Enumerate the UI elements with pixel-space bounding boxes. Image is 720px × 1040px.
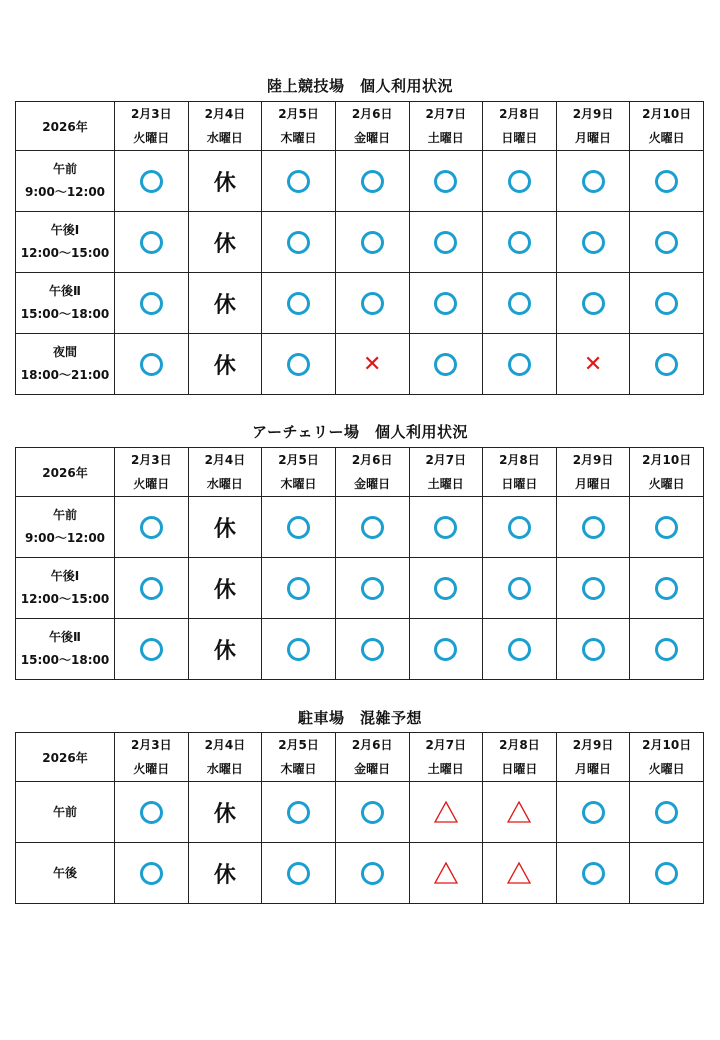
status-cell	[335, 619, 409, 680]
weekday-label: 水曜日	[206, 477, 243, 491]
available-circle-icon	[287, 862, 310, 885]
crowded-triangle-icon	[433, 800, 459, 824]
available-circle-icon	[434, 577, 457, 600]
status-cell	[409, 843, 483, 904]
date-label: 2月5日	[278, 738, 319, 752]
status-cell	[115, 619, 189, 680]
available-circle-icon	[361, 638, 384, 661]
unavailable-cross-icon: ✕	[362, 351, 382, 377]
weekday-label: 水曜日	[206, 762, 243, 776]
status-cell	[483, 558, 557, 619]
date-label: 2月8日	[499, 738, 540, 752]
status-cell	[335, 497, 409, 558]
date-header	[630, 448, 704, 497]
date-header	[188, 102, 262, 151]
time-slot-range: 9:00～12:00	[24, 185, 106, 199]
date-label: 2月9日	[572, 107, 614, 121]
crowded-triangle-icon	[506, 861, 532, 885]
closed-mark: 休	[213, 292, 236, 318]
available-circle-icon	[140, 516, 163, 539]
date-label: 2月7日	[425, 107, 467, 121]
track-field-table	[15, 101, 704, 395]
status-cell	[335, 151, 409, 212]
status-cell	[335, 782, 409, 843]
status-cell	[409, 273, 483, 334]
status-cell	[115, 212, 189, 273]
status-cell	[262, 782, 336, 843]
available-circle-icon	[287, 801, 310, 824]
closed-mark: 休	[213, 516, 236, 542]
available-circle-icon	[655, 638, 678, 661]
date-label: 2月6日	[351, 107, 393, 121]
available-circle-icon	[434, 353, 457, 376]
available-circle-icon	[140, 862, 163, 885]
date-header	[115, 448, 189, 497]
status-cell	[115, 334, 189, 395]
status-cell	[115, 843, 189, 904]
available-circle-icon	[140, 638, 163, 661]
status-cell	[335, 334, 409, 395]
status-cell	[409, 334, 483, 395]
weekday-label: 金曜日	[354, 131, 391, 145]
weekday-label: 月曜日	[575, 131, 612, 145]
date-label: 2月3日	[130, 107, 172, 121]
available-circle-icon	[361, 292, 384, 315]
status-cell	[556, 273, 630, 334]
time-slot-name: 午後	[52, 865, 77, 880]
date-label: 2月10日	[642, 738, 692, 752]
status-cell	[115, 151, 189, 212]
status-cell	[409, 558, 483, 619]
available-circle-icon	[508, 231, 531, 254]
closed-mark: 休	[213, 170, 236, 196]
available-circle-icon	[655, 862, 678, 885]
closed-mark: 休	[213, 353, 236, 379]
status-cell	[630, 619, 704, 680]
status-cell	[115, 497, 189, 558]
available-circle-icon	[508, 638, 531, 661]
available-circle-icon	[287, 231, 310, 254]
available-circle-icon	[582, 862, 605, 885]
date-label: 2月10日	[642, 107, 692, 121]
available-circle-icon	[361, 862, 384, 885]
time-slot-name: 午前	[52, 508, 77, 522]
date-header	[335, 102, 409, 151]
available-circle-icon	[140, 353, 163, 376]
status-cell	[262, 497, 336, 558]
status-cell	[409, 497, 483, 558]
time-slot-label	[16, 497, 115, 558]
available-circle-icon	[140, 801, 163, 824]
unavailable-cross-icon: ✕	[583, 351, 603, 377]
status-cell	[630, 334, 704, 395]
status-cell	[630, 782, 704, 843]
status-cell	[483, 273, 557, 334]
track-field-title: 陸上競技場 個人利用状況	[266, 77, 453, 95]
time-slot-range: 18:00～21:00	[20, 368, 110, 382]
date-label: 2月8日	[499, 107, 540, 121]
date-header	[262, 733, 336, 782]
date-header	[556, 448, 630, 497]
available-circle-icon	[582, 170, 605, 193]
status-cell	[262, 151, 336, 212]
status-cell	[556, 558, 630, 619]
date-header	[188, 448, 262, 497]
table-row	[16, 619, 704, 680]
time-slot-name: 午後Ⅰ	[50, 223, 80, 237]
table-row	[16, 782, 704, 843]
status-cell	[188, 273, 262, 334]
weekday-label: 火曜日	[133, 477, 170, 491]
year-header: 2026年	[16, 448, 115, 497]
time-slot-name: 午後Ⅱ	[49, 284, 81, 298]
available-circle-icon	[508, 170, 531, 193]
available-circle-icon	[434, 292, 457, 315]
date-header	[630, 102, 704, 151]
available-circle-icon	[508, 292, 531, 315]
date-label: 2月3日	[130, 453, 172, 467]
available-circle-icon	[582, 516, 605, 539]
date-header	[483, 448, 557, 497]
status-cell	[556, 212, 630, 273]
status-cell	[262, 843, 336, 904]
status-cell	[335, 843, 409, 904]
weekday-label: 火曜日	[133, 131, 170, 145]
date-header	[335, 448, 409, 497]
status-cell	[188, 558, 262, 619]
table-row	[16, 212, 704, 273]
status-cell	[483, 782, 557, 843]
time-slot-range: 15:00～18:00	[20, 307, 110, 321]
status-cell	[262, 558, 336, 619]
status-cell	[483, 212, 557, 273]
available-circle-icon	[582, 292, 605, 315]
status-cell	[483, 843, 557, 904]
status-cell	[188, 334, 262, 395]
weekday-label: 土曜日	[427, 131, 464, 145]
date-label: 2月9日	[572, 453, 614, 467]
date-header	[115, 733, 189, 782]
available-circle-icon	[140, 292, 163, 315]
table-row	[16, 558, 704, 619]
status-cell	[556, 497, 630, 558]
status-cell	[556, 151, 630, 212]
closed-mark: 休	[213, 231, 236, 257]
available-circle-icon	[361, 231, 384, 254]
status-cell	[556, 619, 630, 680]
time-slot-name: 午前	[52, 162, 77, 176]
archery-table	[15, 447, 704, 680]
status-cell	[409, 782, 483, 843]
date-header	[409, 733, 483, 782]
time-slot-range: 9:00～12:00	[24, 531, 106, 545]
available-circle-icon	[655, 170, 678, 193]
available-circle-icon	[287, 638, 310, 661]
time-slot-range: 12:00～15:00	[20, 246, 110, 260]
available-circle-icon	[361, 801, 384, 824]
time-slot-name: 午前	[52, 804, 77, 819]
weekday-label: 木曜日	[280, 131, 317, 145]
date-label: 2月4日	[204, 107, 246, 121]
available-circle-icon	[140, 577, 163, 600]
status-cell	[115, 273, 189, 334]
date-label: 2月5日	[278, 453, 319, 467]
time-slot-label	[16, 558, 115, 619]
weekday-label: 金曜日	[354, 477, 391, 491]
status-cell	[630, 151, 704, 212]
weekday-label: 土曜日	[427, 477, 464, 491]
status-cell	[556, 334, 630, 395]
time-slot-label	[16, 334, 115, 395]
status-cell	[483, 151, 557, 212]
status-cell	[409, 151, 483, 212]
weekday-label: 日曜日	[501, 131, 538, 145]
weekday-label: 金曜日	[354, 762, 391, 776]
date-label: 2月6日	[351, 738, 393, 752]
table-row	[16, 843, 704, 904]
archery-title: アーチェリー場 個人利用状況	[251, 423, 469, 441]
available-circle-icon	[655, 353, 678, 376]
status-cell	[188, 619, 262, 680]
status-cell	[483, 334, 557, 395]
time-slot-label	[16, 843, 115, 904]
table-row	[16, 151, 704, 212]
status-cell	[188, 497, 262, 558]
parking-table	[15, 732, 704, 904]
available-circle-icon	[508, 353, 531, 376]
available-circle-icon	[655, 516, 678, 539]
date-label: 2月7日	[425, 453, 467, 467]
available-circle-icon	[434, 170, 457, 193]
available-circle-icon	[287, 170, 310, 193]
closed-mark: 休	[213, 577, 236, 603]
date-header	[409, 102, 483, 151]
date-label: 2月9日	[572, 738, 614, 752]
available-circle-icon	[582, 577, 605, 600]
available-circle-icon	[287, 353, 310, 376]
date-header	[188, 733, 262, 782]
weekday-label: 火曜日	[648, 477, 685, 491]
date-label: 2月4日	[204, 453, 246, 467]
status-cell	[335, 558, 409, 619]
status-cell	[630, 843, 704, 904]
status-cell	[483, 497, 557, 558]
time-slot-label	[16, 151, 115, 212]
closed-mark: 休	[213, 638, 236, 664]
status-cell	[188, 782, 262, 843]
weekday-label: 日曜日	[501, 762, 538, 776]
time-slot-name: 午後Ⅱ	[49, 630, 81, 644]
status-cell	[262, 334, 336, 395]
date-label: 2月6日	[351, 453, 393, 467]
date-header	[262, 102, 336, 151]
available-circle-icon	[287, 516, 310, 539]
date-header	[409, 448, 483, 497]
time-slot-label	[16, 782, 115, 843]
date-header	[335, 733, 409, 782]
status-cell	[630, 497, 704, 558]
time-slot-label	[16, 619, 115, 680]
date-header	[115, 102, 189, 151]
available-circle-icon	[655, 577, 678, 600]
status-cell	[335, 273, 409, 334]
available-circle-icon	[434, 638, 457, 661]
date-header	[483, 733, 557, 782]
crowded-triangle-icon	[433, 861, 459, 885]
weekday-label: 月曜日	[575, 762, 612, 776]
weekday-label: 火曜日	[648, 762, 685, 776]
status-cell	[409, 619, 483, 680]
date-header	[630, 733, 704, 782]
date-label: 2月4日	[204, 738, 246, 752]
available-circle-icon	[361, 516, 384, 539]
time-slot-label	[16, 212, 115, 273]
parking-title: 駐車場 混雑予想	[297, 709, 422, 727]
year-header: 2026年	[16, 102, 115, 151]
weekday-label: 日曜日	[501, 477, 538, 491]
weekday-label: 土曜日	[427, 762, 464, 776]
status-cell	[188, 151, 262, 212]
weekday-label: 月曜日	[575, 477, 612, 491]
table-row	[16, 497, 704, 558]
weekday-label: 木曜日	[280, 762, 317, 776]
status-cell	[188, 843, 262, 904]
available-circle-icon	[655, 292, 678, 315]
available-circle-icon	[140, 231, 163, 254]
date-label: 2月3日	[130, 738, 172, 752]
status-cell	[630, 273, 704, 334]
date-header	[556, 102, 630, 151]
weekday-label: 火曜日	[133, 762, 170, 776]
status-cell	[556, 782, 630, 843]
status-cell	[115, 782, 189, 843]
available-circle-icon	[655, 231, 678, 254]
date-label: 2月7日	[425, 738, 467, 752]
status-cell	[262, 619, 336, 680]
status-cell	[409, 212, 483, 273]
time-slot-range: 12:00～15:00	[20, 592, 110, 606]
time-slot-range: 15:00～18:00	[20, 653, 110, 667]
available-circle-icon	[361, 170, 384, 193]
available-circle-icon	[287, 292, 310, 315]
closed-mark: 休	[213, 862, 236, 888]
available-circle-icon	[434, 231, 457, 254]
available-circle-icon	[582, 638, 605, 661]
weekday-label: 火曜日	[648, 131, 685, 145]
available-circle-icon	[508, 516, 531, 539]
available-circle-icon	[655, 801, 678, 824]
date-header	[556, 733, 630, 782]
status-cell	[262, 212, 336, 273]
date-label: 2月8日	[499, 453, 540, 467]
status-cell	[483, 619, 557, 680]
time-slot-name: 夜間	[52, 345, 77, 359]
date-header	[483, 102, 557, 151]
available-circle-icon	[582, 231, 605, 254]
time-slot-name: 午後Ⅰ	[50, 569, 80, 583]
available-circle-icon	[508, 577, 531, 600]
time-slot-label	[16, 273, 115, 334]
table-row	[16, 334, 704, 395]
crowded-triangle-icon	[506, 800, 532, 824]
status-cell	[188, 212, 262, 273]
available-circle-icon	[361, 577, 384, 600]
status-cell	[556, 843, 630, 904]
available-circle-icon	[140, 170, 163, 193]
status-cell	[630, 212, 704, 273]
date-label: 2月10日	[642, 453, 692, 467]
available-circle-icon	[582, 801, 605, 824]
status-cell	[115, 558, 189, 619]
status-cell	[262, 273, 336, 334]
closed-mark: 休	[213, 801, 236, 827]
available-circle-icon	[434, 516, 457, 539]
date-label: 2月5日	[278, 107, 319, 121]
status-cell	[630, 558, 704, 619]
weekday-label: 木曜日	[280, 477, 317, 491]
status-cell	[335, 212, 409, 273]
date-header	[262, 448, 336, 497]
weekday-label: 水曜日	[206, 131, 243, 145]
table-row	[16, 273, 704, 334]
available-circle-icon	[287, 577, 310, 600]
year-header: 2026年	[16, 733, 115, 782]
